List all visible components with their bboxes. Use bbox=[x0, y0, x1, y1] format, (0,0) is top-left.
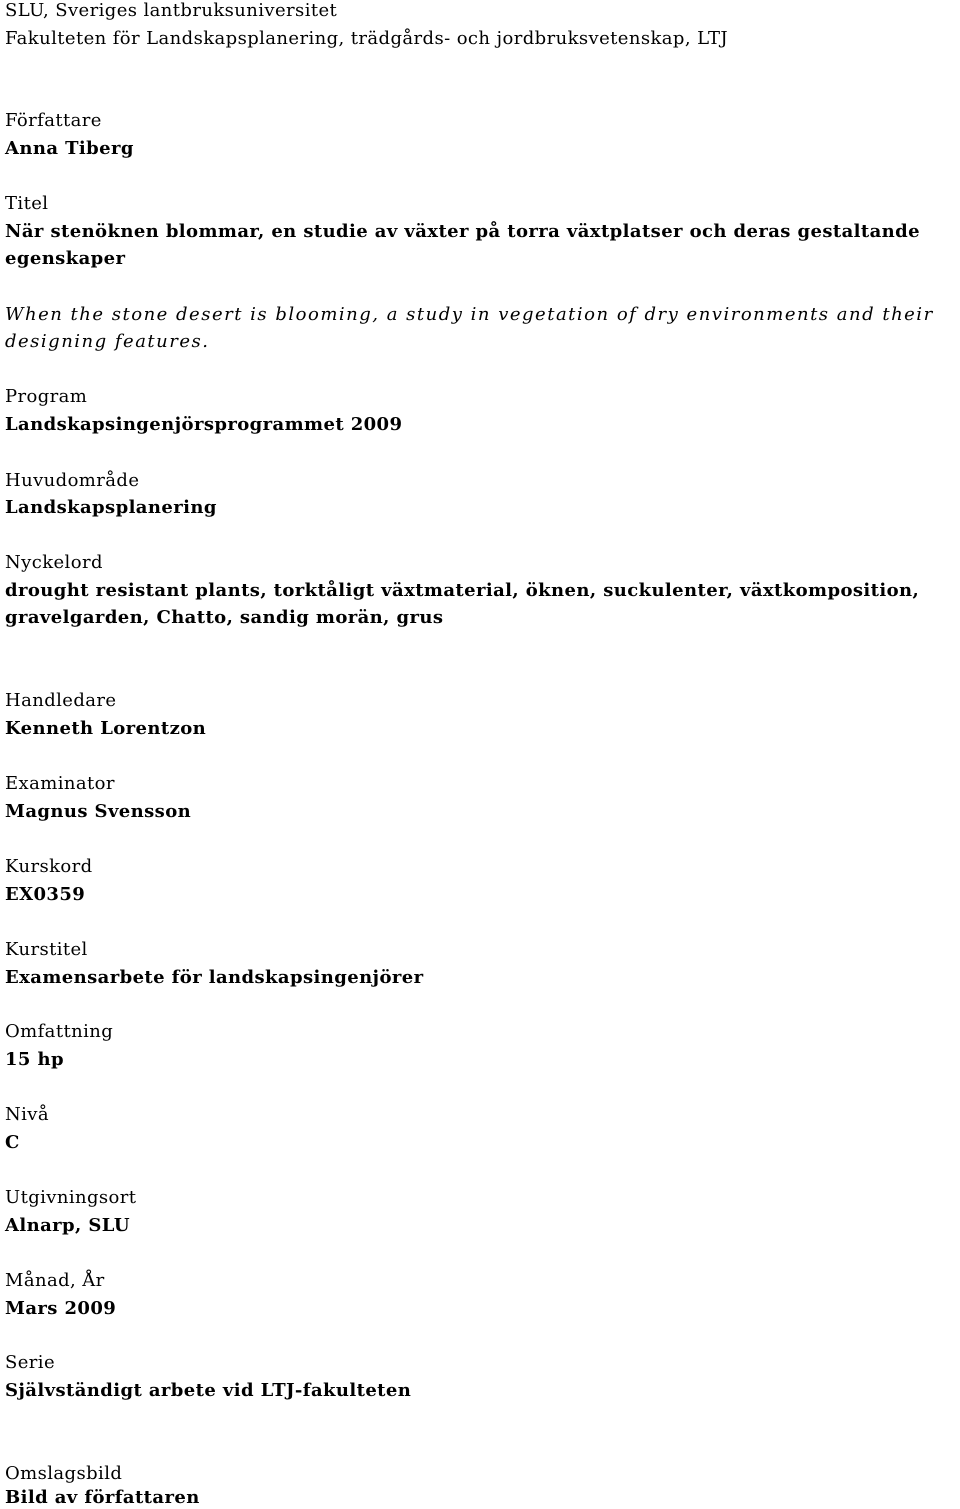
course-code-value: EX0359 bbox=[5, 884, 86, 905]
examiner-value: Magnus Svensson bbox=[5, 801, 192, 822]
examiner-label: Examinator bbox=[5, 773, 115, 794]
scope-label: Omfattning bbox=[5, 1021, 114, 1042]
author-label: Författare bbox=[5, 110, 102, 131]
supervisor-label: Handledare bbox=[5, 690, 117, 711]
author-value: Anna Tiberg bbox=[5, 138, 134, 159]
supervisor-value: Kenneth Lorentzon bbox=[5, 718, 207, 739]
scope-value: 15 hp bbox=[5, 1049, 64, 1070]
publisher-label: Utgivningsort bbox=[5, 1187, 137, 1208]
course-title-label: Kurstitel bbox=[5, 939, 88, 960]
keywords-label: Nyckelord bbox=[5, 552, 103, 573]
date-value: Mars 2009 bbox=[5, 1298, 117, 1319]
title-swedish-line2: egenskaper bbox=[5, 248, 126, 269]
course-code-label: Kurskord bbox=[5, 856, 93, 877]
title-english-line1: When the stone desert is blooming, a study in vegetation of dry environments and their bbox=[5, 304, 934, 325]
main-area-label: Huvudområde bbox=[5, 470, 140, 491]
keywords-line1: drought resistant plants, torktåligt växtmaterial, öknen, suckulenter, växtkomposition, bbox=[5, 580, 920, 601]
title-swedish-line1: När stenöknen blommar, en studie av växter på torra växtplatser och deras gestaltande bbox=[5, 221, 920, 242]
cover-image-value: Bild av författaren bbox=[5, 1487, 200, 1508]
course-title-value: Examensarbete för landskapsingenjörer bbox=[5, 967, 424, 988]
title-english-line2: designing features. bbox=[5, 331, 210, 352]
level-label: Nivå bbox=[5, 1104, 50, 1125]
series-value: Självständigt arbete vid LTJ-fakulteten bbox=[5, 1380, 412, 1401]
cover-image-label: Omslagsbild bbox=[5, 1463, 123, 1484]
series-label: Serie bbox=[5, 1352, 55, 1373]
main-area-value: Landskapsplanering bbox=[5, 497, 217, 518]
date-label: Månad, År bbox=[5, 1270, 105, 1291]
program-value: Landskapsingenjörsprogrammet 2009 bbox=[5, 414, 403, 435]
faculty-name: Fakulteten för Landskapsplanering, trädgårds- och jordbruksvetenskap, LTJ bbox=[5, 28, 728, 49]
level-value: C bbox=[5, 1132, 20, 1153]
keywords-line2: gravelgarden, Chatto, sandig morän, grus bbox=[5, 607, 444, 628]
title-label: Titel bbox=[5, 193, 49, 214]
program-label: Program bbox=[5, 386, 88, 407]
publisher-value: Alnarp, SLU bbox=[5, 1215, 130, 1236]
university-name: SLU, Sveriges lantbruksuniversitet bbox=[5, 0, 338, 21]
